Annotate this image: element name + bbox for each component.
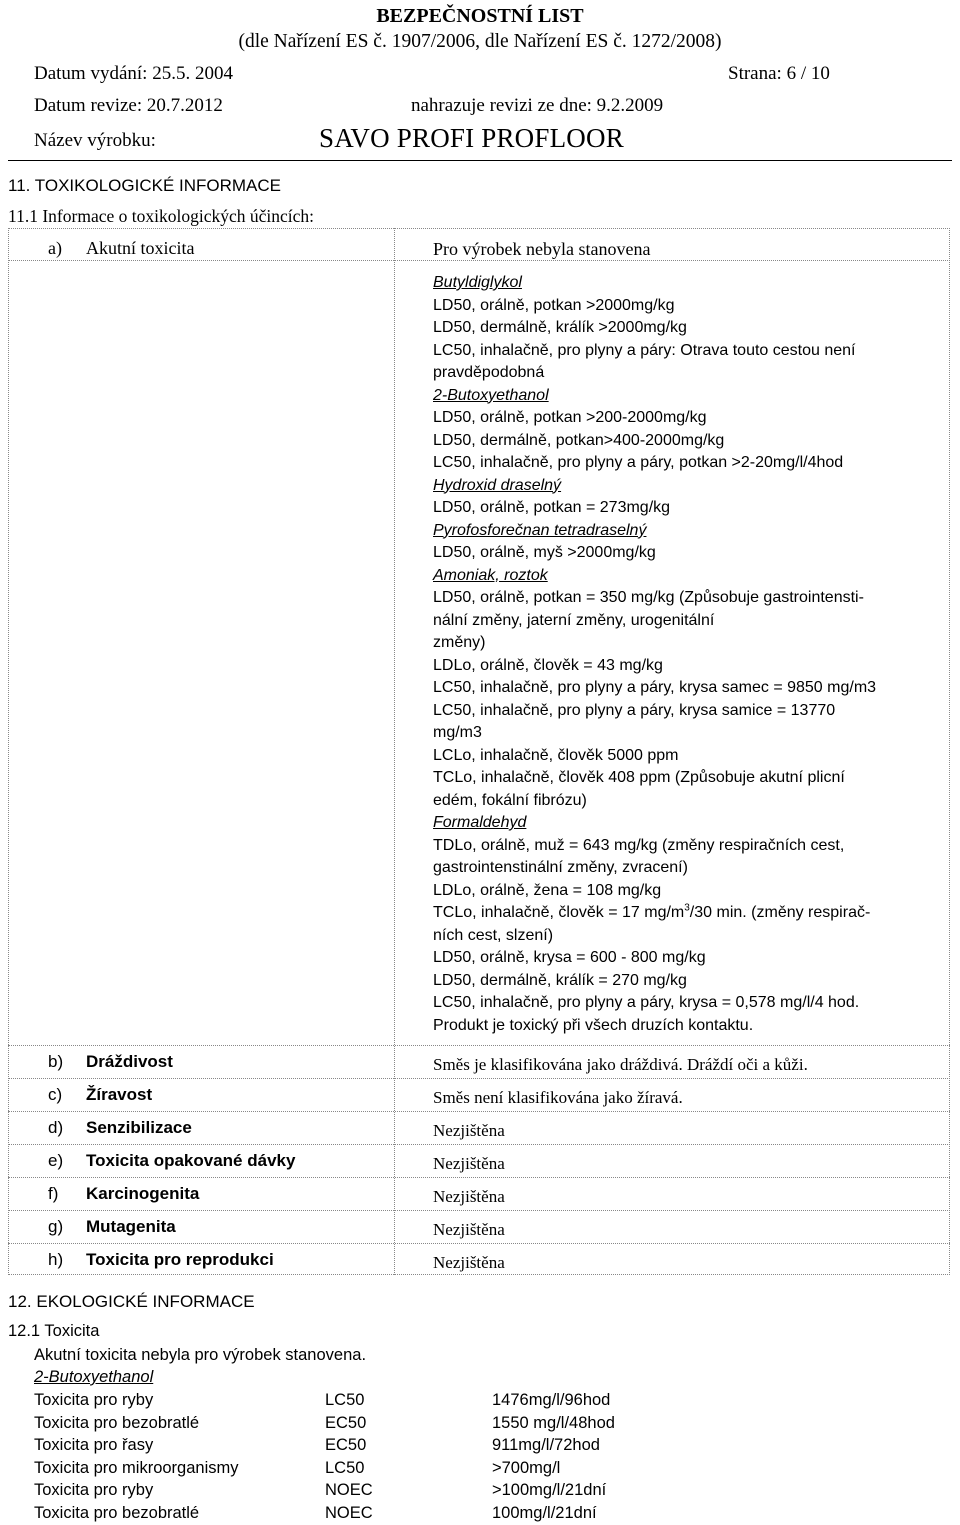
eco-value: >700mg/l (492, 1458, 561, 1477)
tox-detail-line: LDLo, orálně, člověk = 43 mg/kg (433, 656, 663, 674)
tox-row-value: Nezjištěna (433, 1253, 505, 1272)
issue-date: Datum vydání: 25.5. 2004 (34, 63, 233, 84)
tox-detail-line: LD50, orálně, potkan >2000mg/kg (433, 296, 675, 314)
row-separator (8, 1111, 950, 1112)
tox-detail-line: TDLo, orálně, muž = 643 mg/kg (změny respiračních cest, (433, 836, 845, 854)
tox-row-label (48, 1117, 192, 1139)
row-label: Toxicita pro reprodukci (86, 1250, 274, 1269)
tox-table-divider (394, 228, 395, 1275)
row-separator (8, 1210, 950, 1211)
tox-detail-line: LD50, dermálně, králík = 270 mg/kg (433, 971, 687, 989)
eco-substance: 2-Butoxyethanol (34, 1368, 154, 1386)
row-label: Dráždivost (86, 1052, 173, 1071)
substance-name: Hydroxid draselný (433, 476, 562, 494)
row-letter: d) (48, 1118, 64, 1137)
row-label: Senzibilizace (86, 1118, 192, 1137)
row-letter: e) (48, 1151, 64, 1170)
row-letter: g) (48, 1217, 64, 1236)
product-label: Název výrobku: (34, 130, 156, 151)
tox-detail-line: LC50, inhalačně, pro plyny a páry, krysa samec = 9850 mg/m3 (433, 679, 877, 696)
tox-detail-line: LC50, inhalačně, pro plyny a páry, potkan >2-20mg/l/4hod (433, 454, 844, 471)
tox-row-label (48, 1051, 173, 1073)
eco-test: NOEC (325, 1481, 373, 1500)
tox-detail-line: TCLo, inhalačně, člověk = 17 $mg/m^3/30$ min. (změny respirač- (433, 902, 871, 921)
row-letter: c) (48, 1085, 63, 1104)
tox-detail-line: LD50, orálně, potkan >200-2000mg/kg (433, 409, 707, 426)
tox-detail-line: LD50, orálně, potkan = 350 mg/kg (Způsobuje gastrointensti- (433, 589, 864, 606)
tox-row-value: Nezjištěna (433, 1154, 505, 1173)
tox-detail-line: gastrointenstinální změny, zvracení) (433, 859, 688, 876)
eco-test: LC50 (325, 1458, 365, 1477)
eco-value: >100mg/l/21dní (492, 1481, 607, 1500)
tox-detail-line: změny) (433, 634, 486, 651)
tox-detail-line: LCLo, inhalačně, člověk 5000 ppm (433, 746, 679, 764)
substance-name: Amoniak, roztok (433, 566, 548, 584)
tox-row-value: Nezjištěna (433, 1121, 505, 1140)
row-separator (8, 1177, 950, 1178)
tox-row-value: Nezjištěna (433, 1187, 505, 1206)
section-12-heading: 12. EKOLOGICKÉ INFORMACE (8, 1292, 255, 1311)
document-subtitle: (dle Nařízení ES č. 1907/2006, dle Nařízení ES č. 1272/2008) (238, 31, 722, 52)
tox-detail-line: Produkt je toxický při všech druzích kontaktu. (433, 1016, 754, 1034)
eco-value: 1476mg/l/96hod (492, 1391, 611, 1409)
tox-row-label (48, 1084, 152, 1106)
tox-detail-line: nální změny, jaterní změny, urogenitální (433, 611, 715, 629)
substance-name: Butyldiglykol (433, 274, 522, 291)
replaces-revision: nahrazuje revizi ze dne: 9.2.2009 (411, 95, 664, 116)
eco-value: 911mg/l/72hod (492, 1436, 600, 1455)
row-separator (8, 1243, 950, 1244)
eco-test: NOEC (325, 1504, 373, 1522)
row-label: Toxicita opakované dávky (86, 1151, 296, 1170)
tox-detail-line: LD50, dermálně, králík >2000mg/kg (433, 319, 687, 336)
tox-detail-line: TCLo, inhalačně, člověk 408 ppm (Způsobuje akutní plicní (433, 769, 845, 786)
row-separator (8, 1045, 950, 1046)
section-11-1-heading: 11.1 Informace o toxikologických účincích: (8, 206, 314, 226)
tox-row-value: Nezjištěna (433, 1220, 505, 1239)
row-label: Akutní toxicita (86, 238, 195, 258)
acute-toxicity-details (433, 272, 938, 1037)
header-rule (8, 160, 952, 161)
row-separator (8, 260, 950, 261)
tox-detail-line: LDLo, orálně, žena = 108 mg/kg (433, 881, 662, 899)
eco-endpoint: Toxicita pro bezobratlé (34, 1504, 200, 1522)
row-separator (8, 1144, 950, 1145)
eco-endpoint: Toxicita pro bezobratlé (34, 1413, 200, 1432)
eco-endpoint: Toxicita pro ryby (34, 1391, 154, 1409)
eco-test: EC50 (325, 1413, 367, 1432)
eco-test: LC50 (325, 1391, 365, 1409)
product-name: SAVO PROFI PROFLOOR (319, 123, 624, 153)
page-number: Strana: 6 / 10 (728, 63, 830, 84)
tox-detail-line: edém, fokální fibrózu) (433, 791, 587, 809)
tox-row-value: Směs není klasifikována jako žíravá. (433, 1088, 683, 1107)
row-label: Karcinogenita (86, 1184, 200, 1203)
tox-detail-line: LD50, orálně, myš >2000mg/kg (433, 544, 656, 561)
tox-row-label (48, 1183, 199, 1205)
tox-detail-line: LC50, inhalačně, pro plyny a páry: Otrava touto cestou není (433, 341, 856, 359)
tox-detail-line: LC50, inhalačně, pro plyny a páry, krysa samice = 13770 (433, 701, 836, 719)
row-letter: f) (48, 1184, 59, 1203)
eco-endpoint: Toxicita pro ryby (34, 1481, 154, 1500)
tox-detail-line: pravděpodobná (433, 364, 545, 381)
row-letter: h) (48, 1250, 64, 1269)
row-letter: a) (48, 238, 62, 258)
tox-detail-line: LD50, orálně, potkan = 273mg/kg (433, 499, 671, 516)
tox-detail-line: LC50, inhalačně, pro plyny a páry, krysa = 0,578 mg/l/4 hod. (433, 994, 860, 1011)
tox-row-value: Směs je klasifikována jako dráždivá. Dráždí oči a kůži. (433, 1055, 808, 1074)
revision-date: Datum revize: 20.7.2012 (34, 95, 223, 116)
tox-detail-line: mg/m3 (433, 724, 482, 741)
document-title: BEZPEČNOSTNÍ LIST (376, 5, 584, 27)
section-12-1-heading: 12.1 Toxicita (8, 1322, 100, 1340)
eco-value: 1550 mg/l/48hod (492, 1413, 615, 1432)
eco-value: 100mg/l/21dní (492, 1504, 597, 1522)
eco-endpoint: Toxicita pro řasy (34, 1436, 154, 1455)
tox-detail-line: ních cest, slzení) (433, 926, 554, 944)
section-11-heading: 11. TOXIKOLOGICKÉ INFORMACE (8, 176, 282, 195)
eco-endpoint: Toxicita pro mikroorganismy (34, 1458, 239, 1477)
substance-name: Formaldehyd (433, 814, 527, 831)
eco-test: EC50 (325, 1436, 367, 1455)
row-separator (8, 1078, 950, 1079)
row-label: Žíravost (86, 1085, 153, 1104)
tox-row-label (48, 1216, 176, 1238)
tox-detail-line: LD50, orálně, krysa = 600 - 800 mg/kg (433, 949, 706, 966)
substance-name: Pyrofosforečnan tetradraselný (433, 521, 647, 539)
tox-row-label (48, 1249, 274, 1271)
substance-name: 2-Butoxyethanol (433, 386, 549, 404)
tox-detail-line: LD50, dermálně, potkan>400-2000mg/kg (433, 431, 725, 449)
tox-row-label (48, 1150, 295, 1172)
eco-note: Akutní toxicita nebyla pro výrobek stanovena. (34, 1346, 367, 1364)
acute-toxicity-label (48, 237, 194, 259)
acute-toxicity-value: Pro výrobek nebyla stanovena (433, 239, 651, 259)
row-letter: b) (48, 1052, 64, 1071)
row-label: Mutagenita (86, 1217, 176, 1236)
